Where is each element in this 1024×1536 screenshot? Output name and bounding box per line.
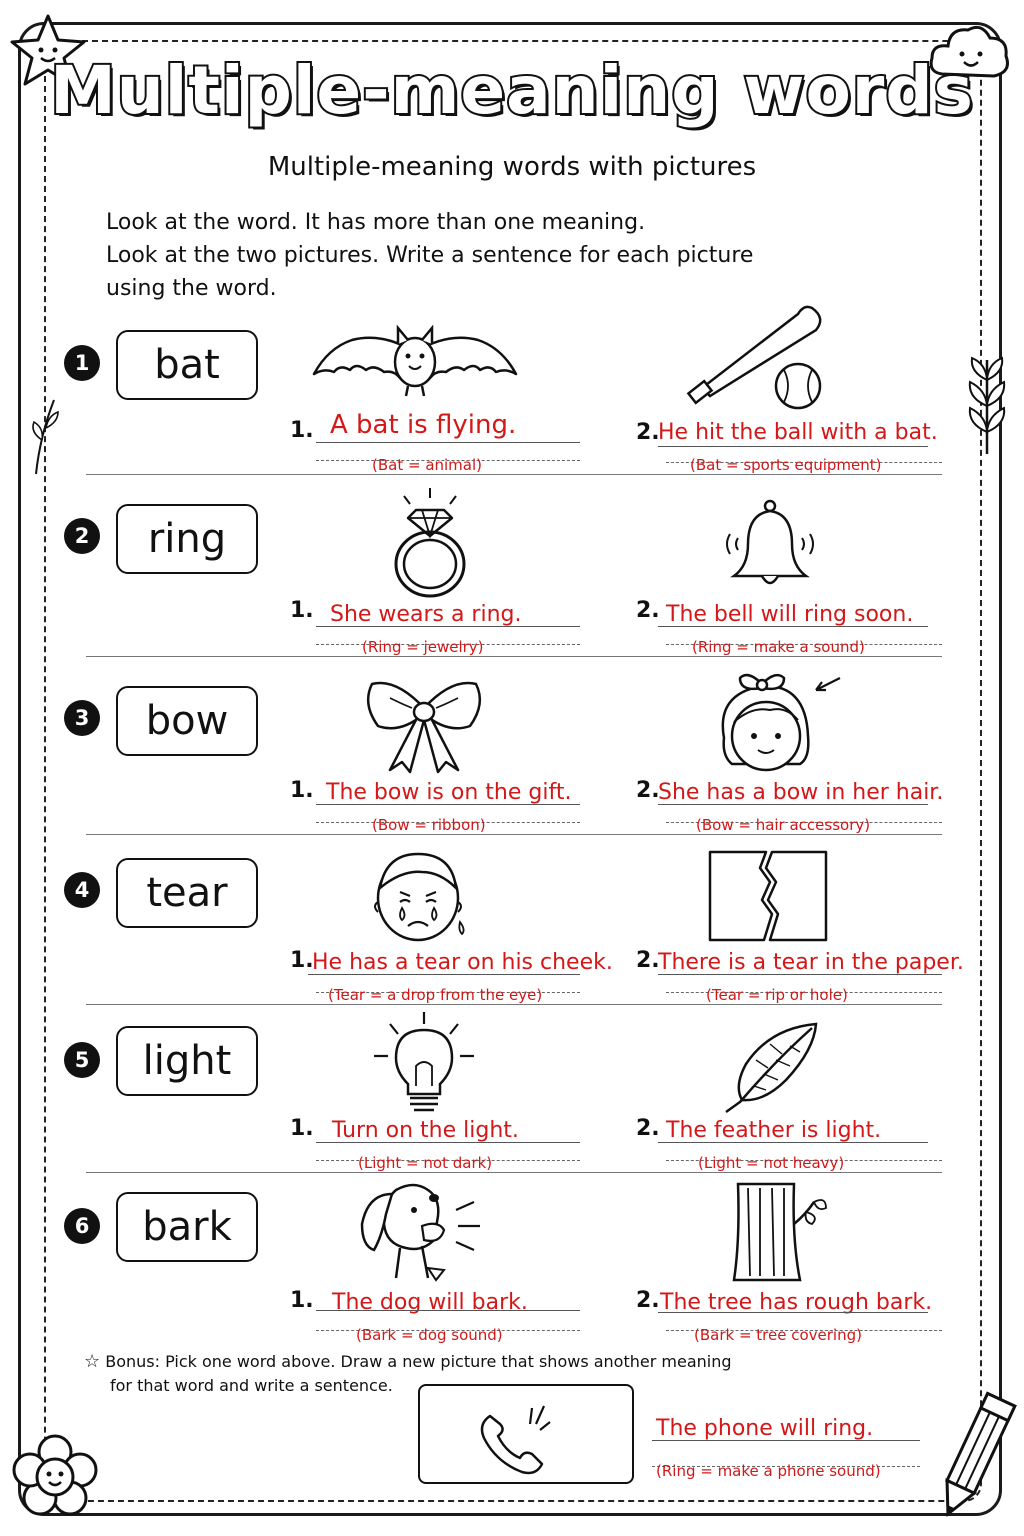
answer-sentence: He hit the ball with a bat. (658, 420, 938, 445)
answer-sentence: The bell will ring soon. (666, 602, 914, 627)
sentence-number: 2. (636, 1288, 660, 1313)
answer-line (652, 1440, 920, 1441)
bonus-sentence: The phone will ring. (656, 1416, 874, 1441)
word-box: ring (116, 504, 258, 574)
crying-face-icon (362, 842, 474, 946)
meaning-hint: (Bow = ribbon) (372, 816, 486, 834)
answer-line (316, 1310, 580, 1311)
meaning-hint: (Bark = tree covering) (694, 1326, 862, 1344)
flower-decoration-icon (10, 1432, 100, 1522)
bonus-instruction (84, 1350, 732, 1374)
bonus-line-1: Bonus: Pick one word above. Draw a new picture that shows another meaning (105, 1352, 732, 1371)
word-box: bat (116, 330, 258, 400)
answer-line (658, 446, 928, 447)
sentence-number: 1. (290, 1288, 314, 1313)
tree-trunk-icon (722, 1180, 830, 1282)
word-box: bark (116, 1192, 258, 1262)
leaf-sprig-right-icon (962, 350, 1012, 460)
item-number-badge: 3 (64, 700, 100, 736)
row-divider (86, 1172, 942, 1173)
row-divider (86, 1004, 942, 1005)
girl-with-bow-icon (712, 666, 848, 778)
sentence-number: 1. (290, 778, 314, 803)
item-number-badge: 6 (64, 1208, 100, 1244)
answer-line (658, 804, 928, 805)
sentence-number: 2. (636, 598, 660, 623)
diamond-ring-icon (390, 488, 470, 600)
meaning-hint: (Ring = jewelry) (362, 638, 484, 656)
bell-icon (718, 498, 822, 594)
sentence-number: 1. (290, 948, 314, 973)
meaning-hint: (Light = not dark) (358, 1154, 493, 1172)
word-box: bow (116, 686, 258, 756)
meaning-hint: (Tear = rip or hole) (706, 986, 848, 1004)
star-bullet-icon: ☆ (84, 1351, 101, 1372)
meaning-hint: (Ring = make a sound) (692, 638, 865, 656)
meaning-hint: (Tear = a drop from the eye) (328, 986, 543, 1004)
meaning-hint: (Ring = make a phone sound) (656, 1462, 881, 1480)
answer-line (308, 974, 580, 975)
torn-paper-icon (708, 848, 828, 944)
baseball-bat-icon (680, 300, 830, 418)
item-number-badge: 1 (64, 345, 100, 381)
bat-animal-icon (312, 322, 518, 404)
answer-sentence: The tree has rough bark. (660, 1290, 933, 1315)
instruction-line: Look at the word. It has more than one meaning. (106, 210, 646, 235)
meaning-hint: (Bark = dog sound) (356, 1326, 503, 1344)
sentence-number: 2. (636, 420, 660, 445)
sentence-number: 1. (290, 598, 314, 623)
sentence-number: 2. (636, 948, 660, 973)
instruction-line: using the word. (106, 276, 277, 301)
sentence-number: 2. (636, 1116, 660, 1141)
answer-line (316, 626, 580, 627)
ringing-phone-icon (472, 1394, 582, 1478)
answer-sentence: She wears a ring. (330, 602, 522, 627)
leaf-sprig-left-icon (26, 396, 66, 476)
answer-sentence: The bow is on the gift. (326, 780, 572, 805)
meaning-hint: (Bow = hair accessory) (696, 816, 871, 834)
bonus-drawing-box (418, 1384, 634, 1484)
light-bulb-icon (372, 1010, 476, 1116)
page-title: Multiple-meaning words (50, 52, 974, 129)
answer-line (658, 1142, 928, 1143)
answer-line (316, 442, 580, 443)
word-box: light (116, 1026, 258, 1096)
sentence-number: 1. (290, 1116, 314, 1141)
answer-sentence: There is a tear in the paper. (658, 950, 964, 975)
word-box: tear (116, 858, 258, 928)
answer-sentence: The dog will bark. (332, 1290, 528, 1315)
barking-dog-icon (356, 1180, 486, 1284)
meaning-hint: (Bat = animal) (372, 456, 483, 474)
instruction-line: Look at the two pictures. Write a sentence for each picture (106, 243, 754, 268)
answer-line (658, 626, 928, 627)
bonus-line-2: for that word and write a sentence. (110, 1376, 393, 1395)
answer-sentence: The feather is light. (666, 1118, 882, 1143)
answer-line (316, 1142, 580, 1143)
feather-icon (720, 1020, 820, 1114)
answer-sentence: Turn on the light. (332, 1118, 519, 1143)
row-divider (86, 656, 942, 657)
answer-line (658, 1312, 928, 1313)
answer-line (658, 974, 942, 975)
page-subtitle: Multiple-meaning words with pictures (267, 152, 757, 182)
item-number-badge: 5 (64, 1042, 100, 1078)
sentence-number: 1. (290, 418, 314, 443)
ribbon-bow-icon (362, 674, 486, 774)
answer-sentence: He has a tear on his cheek. (312, 950, 613, 975)
row-divider (86, 834, 942, 835)
answer-sentence: A bat is flying. (330, 410, 517, 440)
answer-line (316, 804, 580, 805)
answer-sentence: She has a bow in her hair. (658, 780, 944, 805)
item-number-badge: 2 (64, 518, 100, 554)
row-divider (86, 474, 942, 475)
item-number-badge: 4 (64, 872, 100, 908)
meaning-hint: (Bat = sports equipment) (690, 456, 882, 474)
meaning-hint: (Light = not heavy) (698, 1154, 845, 1172)
sentence-number: 2. (636, 778, 660, 803)
pencil-decoration-icon (930, 1386, 1020, 1526)
